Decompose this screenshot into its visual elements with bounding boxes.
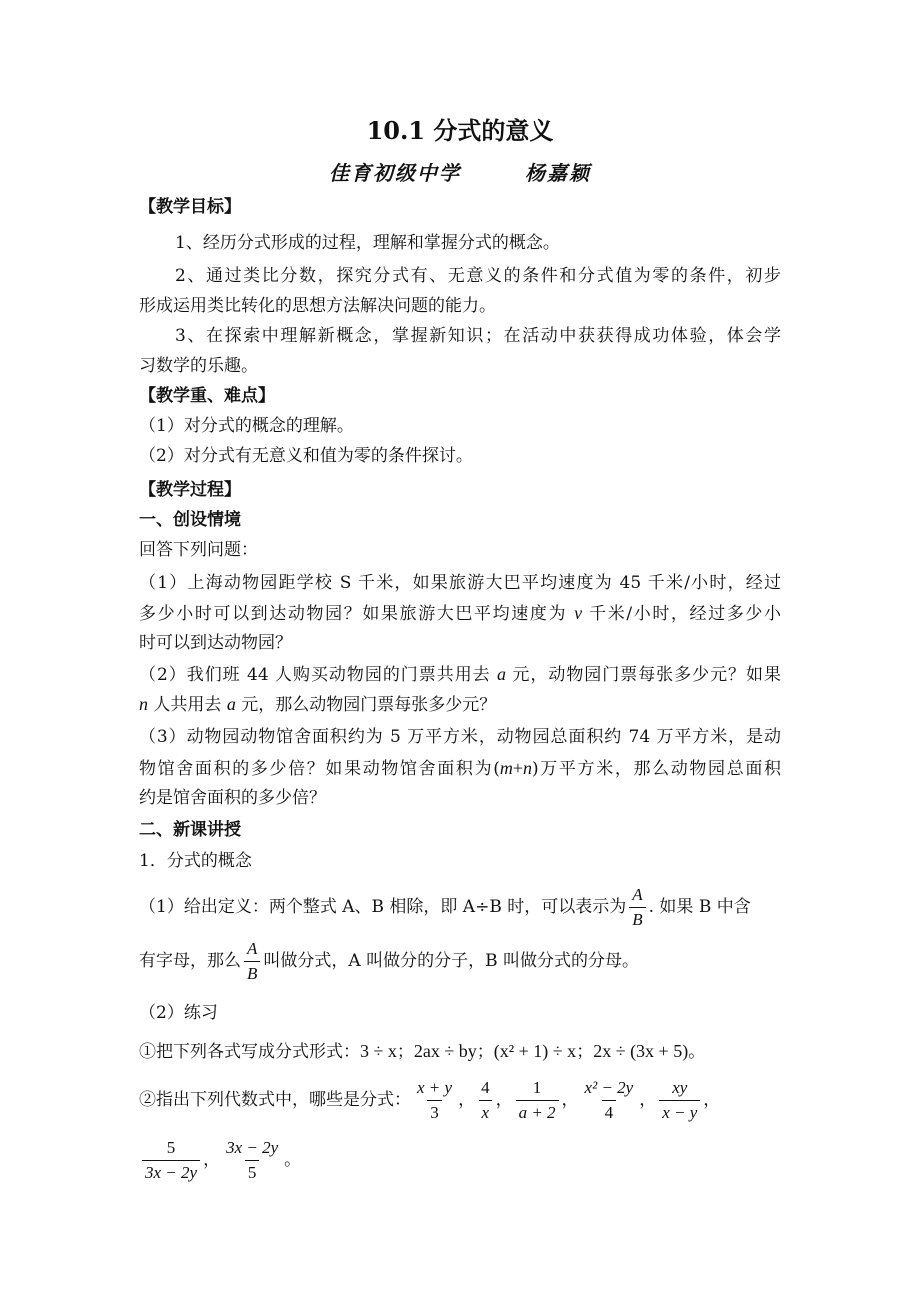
fraction-5: $\frac{xy}{x - y}$ — [659, 1077, 700, 1124]
section-2-heading: 二、新课讲授 — [139, 820, 241, 840]
question-1-line-1: （1）上海动物园距学校 S 千米，如果旅游大巴平均速度为 45 千米/小时，经过 — [139, 573, 781, 593]
intro-text: 回答下列问题： — [139, 540, 258, 560]
keypoint-1: （1）对分式的概念的理解。 — [139, 416, 354, 436]
question-2-line-1: （2）我们班 44 人购买动物园的门票共用去 a 元，动物园门票每张多少元？如果 — [139, 664, 781, 685]
school-name: 佳育初级中学 — [329, 161, 461, 185]
exercise-1: ①把下列各式写成分式形式：3 ÷ x；2ax ÷ by；(x² + 1) ÷ x；2x ÷ (3x + 5)。 — [139, 1041, 706, 1062]
fraction-1: $\frac{x + y}{3}$ — [417, 1078, 453, 1122]
question-1-line-3: 时可以到达动物园？ — [139, 633, 292, 653]
byline — [0, 160, 920, 186]
objective-3: 3、在探索中理解新概念，掌握新知识；在活动中获获得成功体验，体会学 — [175, 326, 781, 346]
question-3-line-3: 约是馆舍面积的多少倍？ — [139, 788, 326, 808]
objective-1: 1、经历分式形成的过程，理解和掌握分式的概念。 — [175, 233, 560, 253]
exercise-2-line-2: $\frac{5}{3x - 2y}$ ， $\frac{3x - 2y}{5}$ 。 — [139, 1134, 781, 1186]
concept-heading: 1．分式的概念 — [139, 851, 252, 871]
objectives-heading: 【教学目标】 — [139, 197, 241, 217]
question-2-line-2: n 人共用去 a 元，那么动物园门票每张多少元？ — [139, 694, 497, 715]
practice-heading: （2）练习 — [139, 1003, 218, 1023]
fraction-3: $\frac{1}{a + 2}$ — [516, 1077, 559, 1124]
keypoint-2: （2）对分式有无意义和值为零的条件探讨。 — [139, 446, 473, 466]
section-1-heading: 一、创设情境 — [139, 510, 241, 530]
fraction-4: $\frac{\text{x² − 2y}}{4}$ — [584, 1078, 634, 1122]
exercise-2-line-1: ②指出下列代数式中，哪些是分式： $\frac{x + y}{3}$ ， $\frac{4}{x}$ ， $\frac{1}{a + 2}$ ， $\frac{\text{x² − 2y}}{4}$ ， $\frac{xy}{x - y}$ ， — [139, 1078, 721, 1122]
definition-line-1: （1）给出定义：两个整式 A、B 相除，即 A÷B 时，可以表示为 $\frac{A}{B}$ . 如果 B 中含 — [139, 885, 751, 929]
question-1-line-2: 多少小时可以到达动物园？如果旅游大巴平均速度为 v 千米/小时，经过多少小 — [139, 603, 781, 624]
objective-2-cont: 形成运用类比转化的思想方法解决问题的能力。 — [139, 296, 496, 316]
fraction-2: $\frac{4}{x}$ — [478, 1077, 493, 1124]
objective-3-cont: 习数学的乐趣。 — [139, 356, 258, 376]
process-heading: 【教学过程】 — [139, 480, 241, 500]
page-title: 10.1 分式的意义 — [366, 116, 554, 145]
fraction-7: $\frac{3x - 2y}{5}$ — [226, 1138, 279, 1182]
fraction-6: $\frac{5}{3x - 2y}$ — [142, 1137, 200, 1184]
author-name: 杨嘉颖 — [525, 161, 591, 185]
objective-2: 2、通过类比分数，探究分式有、无意义的条件和分式值为零的条件，初步 — [175, 266, 781, 286]
definition-line-2: 有字母，那么 $\frac{A}{B}$ 叫做分式，A 叫做分的分子，B 叫做分式的分母。 — [139, 939, 639, 983]
question-3-line-2: 物馆舍面积的多少倍？如果动物馆舍面积为(m+n)万平方米，那么动物园总面积 — [139, 758, 781, 779]
fraction-a-over-b: $\frac{A}{B}$ — [629, 884, 645, 931]
keypoints-heading: 【教学重、难点】 — [139, 386, 275, 406]
fraction-a-over-b: $\frac{A}{B}$ — [244, 938, 260, 985]
question-3-line-1: （3）动物园动物馆舍面积约为 5 万平方米，动物园总面积约 74 万平方米，是动 — [139, 727, 781, 747]
